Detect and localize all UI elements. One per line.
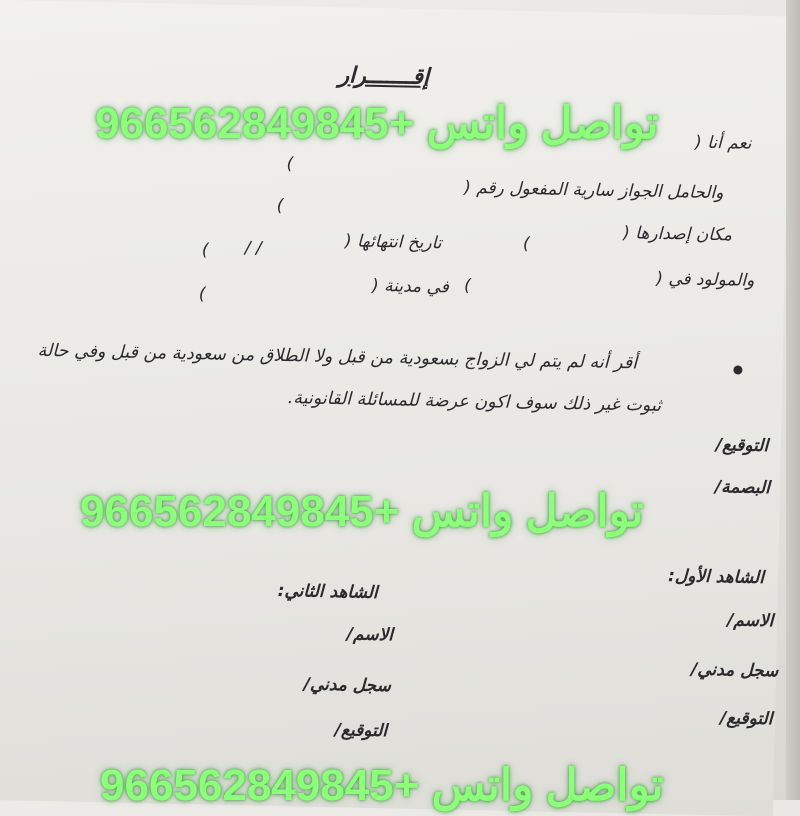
city-close: ) [198,284,206,305]
name-line: نعم أنا ( [694,132,752,154]
declaration-line-1: أقر أنه لم يتم لي الزواج بسعودية من قبل ولا الطلاق من سعودية من قبل وفي حالة [37,340,638,374]
witness1-name: الاسم/ [726,610,774,632]
watermark-bottom: تواصل واتس +966562849845 [100,761,664,810]
bullet-point [733,365,742,374]
born-in-line: والمولود في ( [656,268,755,291]
witness1-title: الشاهد الأول: [667,566,765,589]
passport-line-close: ) [276,195,284,216]
paper-edge [786,0,800,800]
witness2-name: الاسم/ [346,624,394,646]
declaration-line-2: ثبوت غير ذلك سوف اكون عرضة للمسائلة القانونية. [287,388,662,416]
fingerprint-label: البصمة/ [714,477,771,499]
city-line: في مدينة ( [371,275,450,298]
expiry-slashes: / / [244,238,262,259]
witness2-signature: التوقيع/ [334,720,388,742]
signature-label: التوقيع/ [715,435,769,457]
watermark-top: تواصل واتس +966562849845 [95,99,659,148]
expiry-line: تاريخ انتهائها ( [344,231,442,254]
issue-place-close: ) [522,234,530,255]
expiry-close: ) [201,240,209,261]
name-line-close: ) [286,154,294,175]
passport-line: والحامل الجواز سارية المفعول رقم ( [463,177,724,204]
witness1-civil-record: سجل مدني/ [690,659,779,682]
document-title: إقـــــــرار [338,63,430,91]
witness1-signature: التوقيع/ [719,708,773,730]
witness2-civil-record: سجل مدني/ [303,674,392,697]
born-in-close: ) [463,275,471,296]
watermark-middle: تواصل واتس +966562849845 [80,487,644,536]
witness2-title: الشاهد الثاني: [277,580,378,604]
issue-place-line: مكان إصدارها ( [623,223,733,246]
